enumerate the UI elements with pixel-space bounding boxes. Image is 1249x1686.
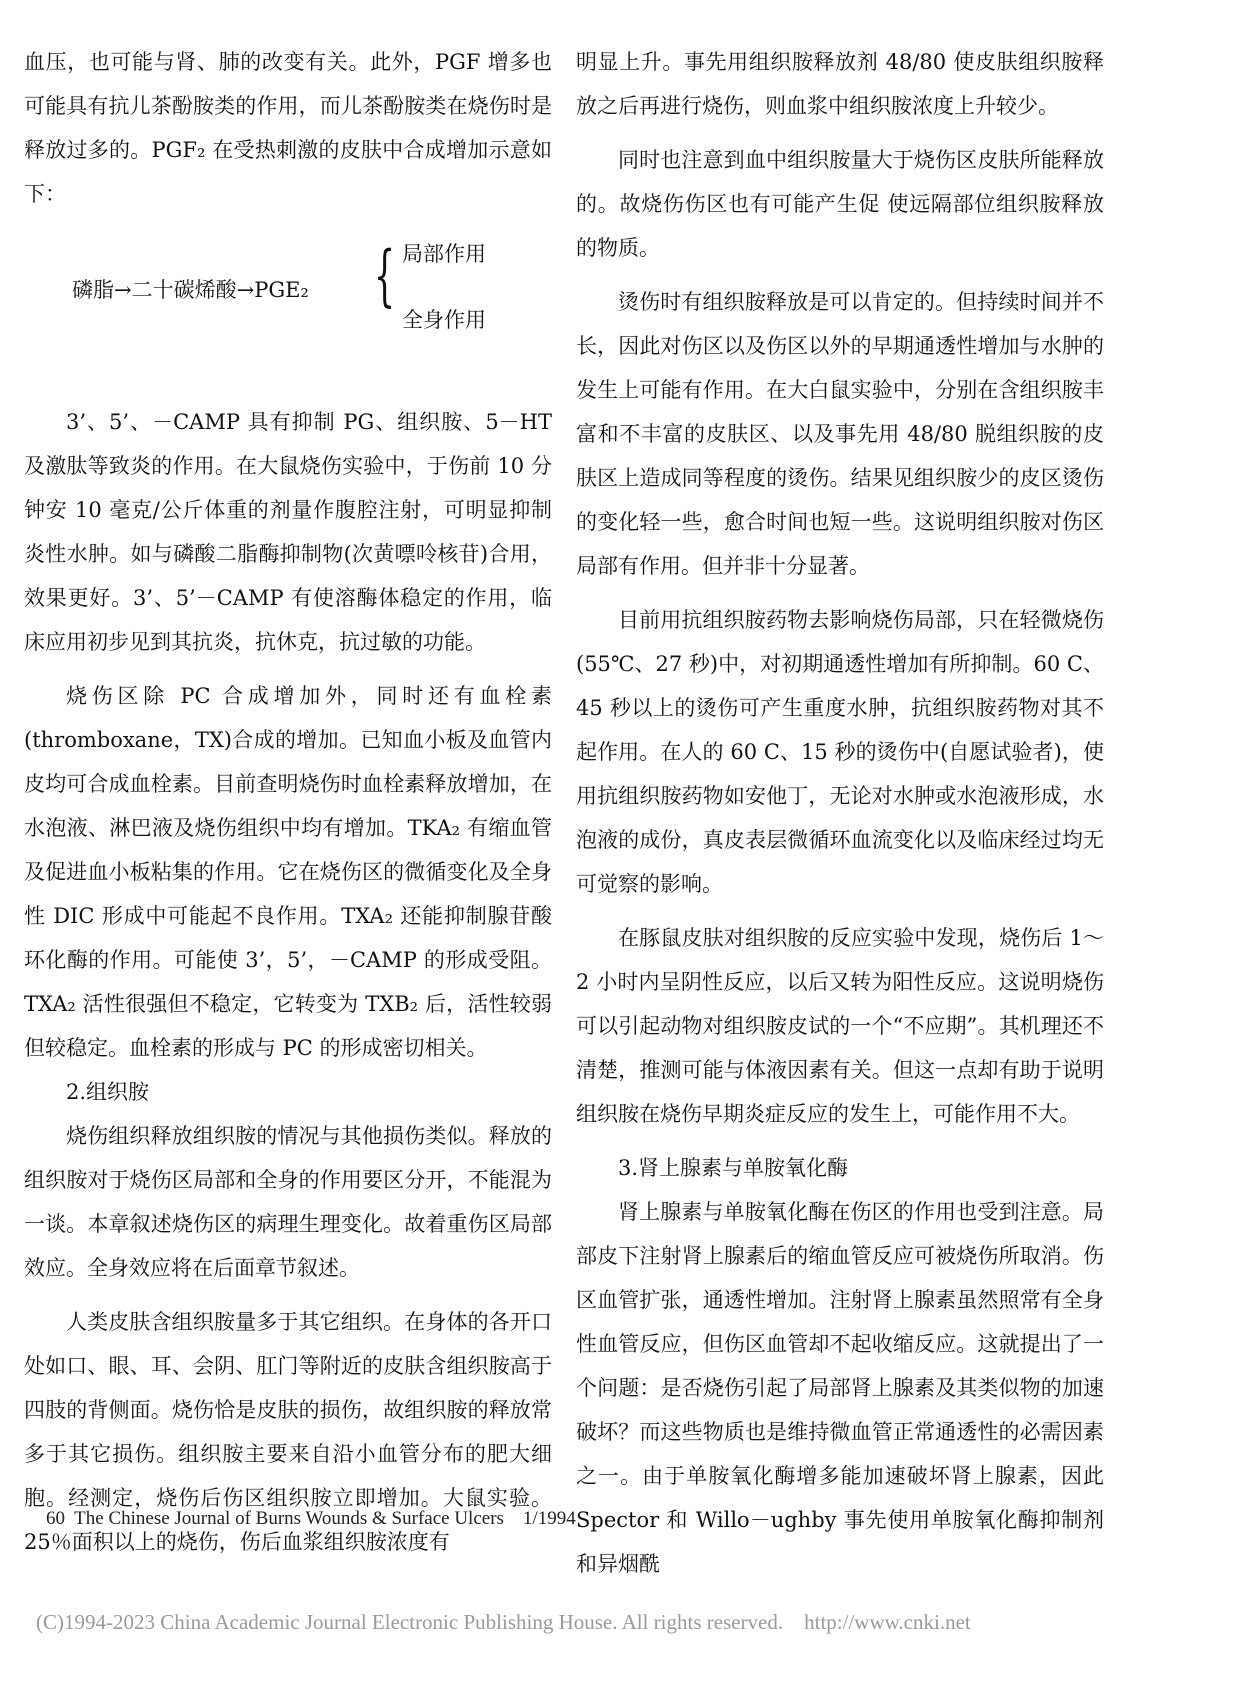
paragraph: 人类皮肤含组织胺量多于其它组织。在身体的各开口处如口、眼、耳、会阴、肛门等附近的皮肤含组织胺高于四肢的背侧面。烧伤恰是皮肤的损伤，故组织胺的释放常多于其它损伤。组织胺主要来自沿小血管分布的肥大细胞。经测定，烧伤后伤区组织胺立即增加。大鼠实验。25％面积以上的烧伤，伤后血浆组织胺浓度有 [24,1310,552,1554]
section-heading: 3.肾上腺素与单胺氧化酶 [618,1156,849,1180]
paragraph: 烧伤组织释放组织胺的情况与其他损伤类似。释放的组织胺对于烧伤区局部和全身的作用要区分开，不能混为一谈。本章叙述烧伤区的病理生理变化。故着重伤区局部效应。全身效应将在后面章节叙述。 [24,1124,552,1280]
paragraph: 烧伤区除 PC 合成增加外，同时还有血栓素(thromboxane，TX)合成的增加。已知血小板及血管内皮均可合成血栓素。目前查明烧伤时血栓素释放增加，在水泡液、淋巴液及烧伤组织中均有增加。TKA₂ 有缩血管及促进血小板粘集的作用。它在烧伤区的微循变化及全身性 DIC 形成中可能起不良作用。TXA₂ 还能抑制腺苷酸环化酶的作用。可能使 3’，5’，－CAMP 的形成受阻。TXA₂ 活性很强但不稳定，它转变为 TXB₂ 后，活性较弱但较稳定。血栓素的形成与 PC 的形成密切相关。 [24,684,552,1060]
paragraph: 烫伤时有组织胺释放是可以肯定的。但持续时间并不长，因此对伤区以及伤区以外的早期通透性增加与水肿的发生上可能有作用。在大白鼠实验中，分别在含组织胺丰富和不丰富的皮肤区、以及事先用 48/80 脱组织胺的皮肤区上造成同等程度的烫伤。结果见组织胺少的皮区烫伤的变化轻一些，愈合时间也短一些。这说明组织胺对伤区局部有作用。但并非十分显著。 [576,290,1104,578]
right-column [576,40,1104,1586]
brace-icon: { [374,237,395,314]
paragraph: 在豚鼠皮肤对组织胺的反应实验中发现，烧伤后 1～2 小时内呈阴性反应，以后又转为阳性反应。这说明烧伤可以引起动物对组织胺皮试的一个“不应期”。其机理还不清楚，推测可能与体液因素有关。但这一点却有助于说明组织胺在烧伤早期炎症反应的发生上，可能作用不大。 [576,926,1104,1126]
paragraph: 同时也注意到血中组织胺量大于烧伤区皮肤所能释放的。故烧伤伤区也有可能产生促 使远隔部位组织胺释放的物质。 [576,148,1104,260]
formula-branch-local: 局部作用 [402,242,486,266]
page-footer: 60 The Chinese Journal of Burns Wounds & Surface Ulcers 1/1994 [46,1508,576,1529]
section-heading: 2.组织胺 [66,1080,150,1104]
paragraph: 明显上升。事先用组织胺释放剂 48/80 使皮肤组织胺释放之后再进行烧伤，则血浆中组织胺浓度上升较少。 [576,50,1104,118]
formula-main: 磷脂→二十碳烯酸→PGE₂ [72,278,309,302]
paragraph: 肾上腺素与单胺氧化酶在伤区的作用也受到注意。局部皮下注射肾上腺素后的缩血管反应可被烧伤所取消。伤区血管扩张，通透性增加。注射肾上腺素虽然照常有全身性血管反应，但伤区血管却不起收缩反应。这就提出了一个问题：是否烧伤引起了局部肾上腺素及其类似物的加速破坏？而这些物质也是维持微血管正常通透性的必需因素之一。由于单胺氧化酶增多能加速破坏肾上腺素，因此 Spector 和 Willo－ughby 事先使用单胺氧化酶抑制剂和异烟酰 [576,1200,1104,1576]
paragraph: 3’、5’、－CAMP 具有抑制 PG、组织胺、5－HT 及激肽等致炎的作用。在大鼠烧伤实验中，于伤前 10 分钟安 10 毫克/公斤体重的剂量作腹腔注射，可明显抑制炎性水肿。如与磷酸二脂酶抑制物(次黄嘌呤核苷)合用，效果更好。3’、5’－CAMP 有使溶酶体稳定的作用，临床应用初步见到其抗炎，抗休克，抗过敏的功能。 [24,410,552,654]
paragraph: 血压，也可能与肾、肺的改变有关。此外，PGF 增多也可能具有抗儿茶酚胺类的作用，而儿茶酚胺类在烧伤时是释放过多的。PGF₂ 在受热刺激的皮肤中合成增加示意如下： [24,50,552,206]
paragraph: 目前用抗组织胺药物去影响烧伤局部，只在轻微烧伤(55℃、27 秒)中，对初期通透性增加有所抑制。60 C、45 秒以上的烫伤可产生重度水肿，抗组织胺药物对其不起作用。在人的 60 C、15 秒的烫伤中(自愿试验者)，使用抗组织胺药物如安他丁，无论对水肿或水泡液形成，水泡液的成份，真皮表层微循环血流变化以及临床经过均无可觉察的影响。 [576,608,1104,896]
copyright-notice: (C)1994-2023 China Academic Journal Electronic Publishing House. All rights reserved. http://www.cnki.net [36,1610,971,1634]
left-column [24,40,552,1564]
formula-branch-systemic: 全身作用 [402,308,486,332]
synthesis-diagram [24,216,552,372]
